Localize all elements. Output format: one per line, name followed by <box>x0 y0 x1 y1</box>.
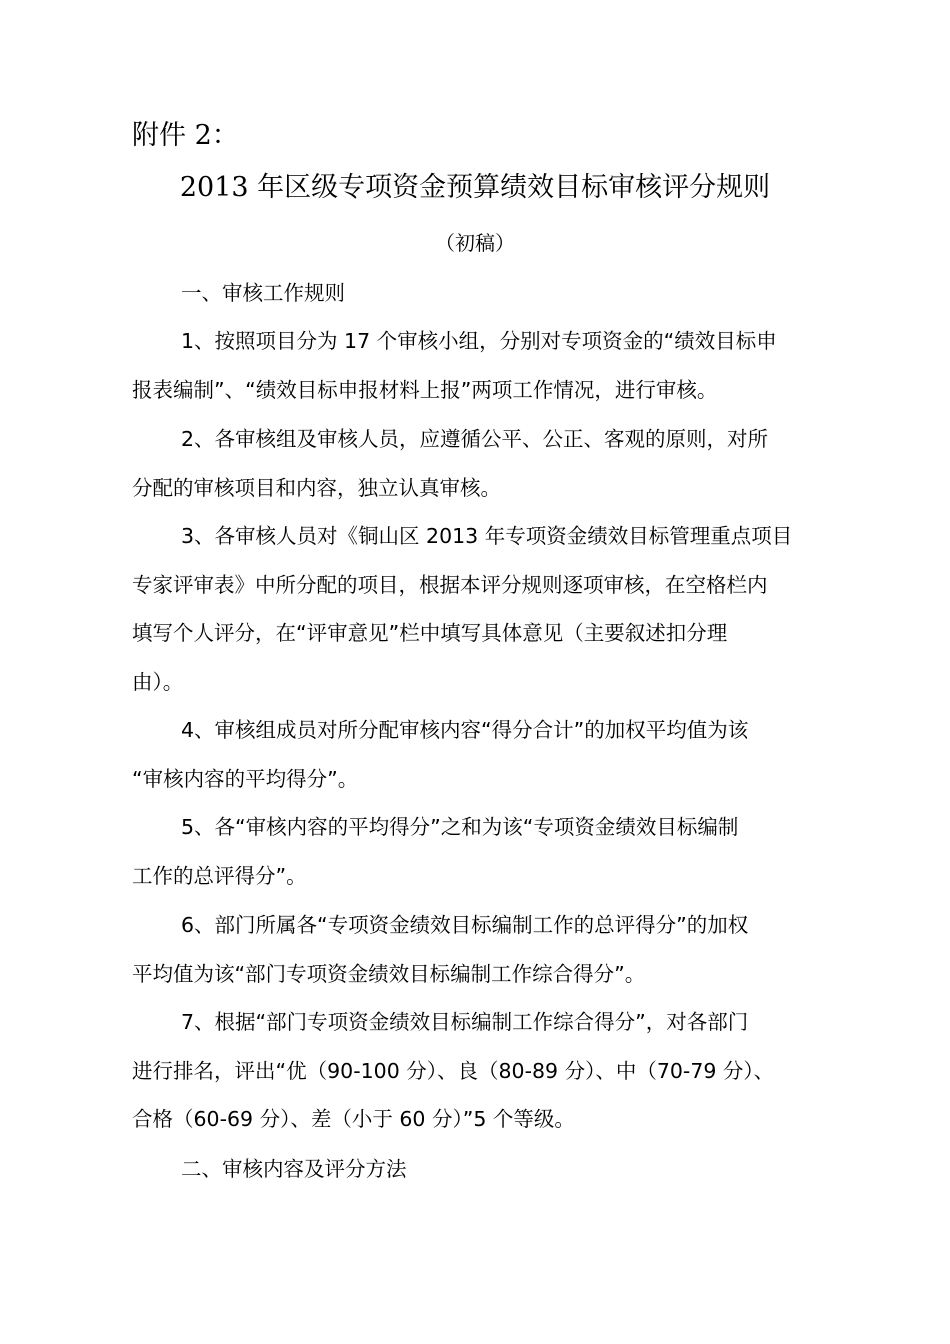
paragraph-line: 5、各“审核内容的平均得分”之和为该“专项资金绩效目标编制 <box>181 815 739 839</box>
section-heading-1: 一、审核工作规则 <box>181 281 345 305</box>
paragraph-line: 6、部门所属各“专项资金绩效目标编制工作的总评得分”的加权 <box>181 913 749 937</box>
paragraph-line: 分配的审核项目和内容，独立认真审核。 <box>132 475 501 500</box>
paragraph-line: 报表编制”、“绩效目标申报材料上报”两项工作情况，进行审核。 <box>132 377 718 402</box>
rule-paragraph-3 <box>132 512 832 706</box>
paragraph-line: “审核内容的平均得分”。 <box>132 766 359 791</box>
paragraph-line: 工作的总评得分”。 <box>132 863 307 888</box>
paragraph-line: 1、按照项目分为 17 个审核小组，分别对专项资金的“绩效目标申 <box>181 329 777 353</box>
rule-paragraph-1 <box>132 317 832 414</box>
paragraph-line: 平均值为该“部门专项资金绩效目标编制工作综合得分”。 <box>132 961 646 986</box>
rule-paragraph-6 <box>132 901 832 998</box>
paragraph-line: 进行排名，评出“优（90-100 分）、良（80-89 分）、中（70-79 分）、 <box>132 1058 775 1083</box>
document-subtitle: （初稿） <box>435 231 515 255</box>
paragraph-line: 由）。 <box>132 669 184 694</box>
paragraph-line: 专家评审表》中所分配的项目，根据本评分规则逐项审核，在空格栏内 <box>132 572 768 597</box>
attachment-label: 附件 2： <box>132 120 239 151</box>
paragraph-line: 7、根据“部门专项资金绩效目标编制工作综合得分”，对各部门 <box>181 1010 749 1034</box>
rule-paragraph-7 <box>132 998 832 1144</box>
document-title: 2013 年区级专项资金预算绩效目标审核评分规则 <box>179 172 771 203</box>
rule-paragraph-2 <box>132 415 832 512</box>
section-heading-2: 二、审核内容及评分方法 <box>181 1157 407 1181</box>
paragraph-line: 填写个人评分，在“评审意见”栏中填写具体意见（主要叙述扣分理 <box>132 621 728 645</box>
paragraph-line: 4、审核组成员对所分配审核内容“得分合计”的加权平均值为该 <box>181 718 749 742</box>
paragraph-line: 2、各审核组及审核人员，应遵循公平、公正、客观的原则，对所 <box>181 427 769 451</box>
rule-paragraph-4 <box>132 706 832 803</box>
paragraph-line: 3、各审核人员对《铜山区 2013 年专项资金绩效目标管理重点项目 <box>181 524 793 548</box>
paragraph-line: 合格（60-69 分）、差（小于 60 分）”5 个等级。 <box>132 1107 575 1131</box>
rule-paragraph-5 <box>132 803 832 900</box>
